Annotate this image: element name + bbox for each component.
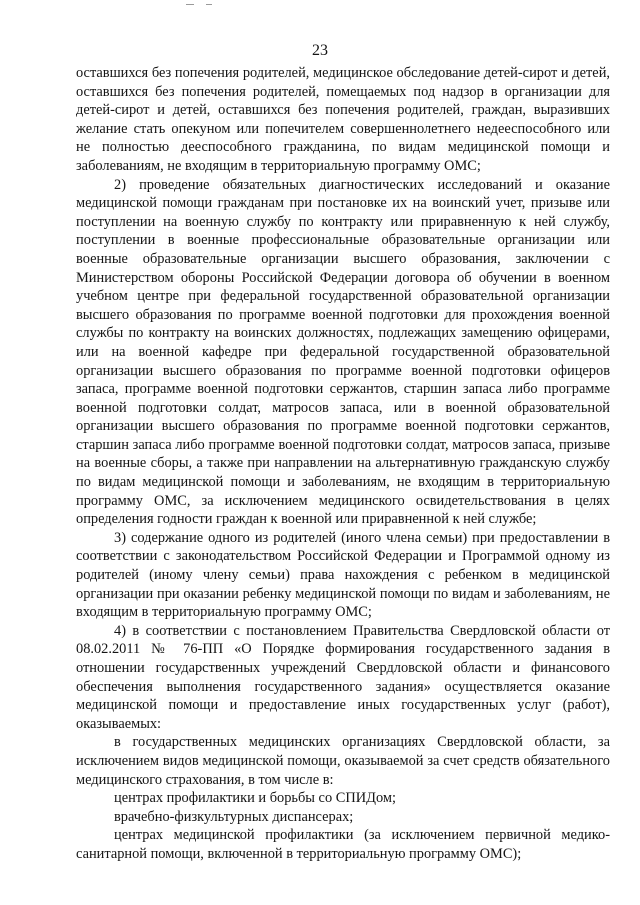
list-item-sports-dispensaries: врачебно-физкультурных диспансерах;	[114, 808, 354, 825]
document-body	[76, 64, 610, 864]
scan-artifact	[186, 4, 194, 5]
list-item-aids-centers: центрах профилактики и борьбы со СПИДом;	[114, 790, 396, 807]
paragraph-item-4: 4) в соответствии с постановлением Правительства Свердловской области от 08.02.2011 № 76-ПП «О Порядке формирования государственного задания в отношении государственных учреждений Свердловской области и финансового обеспечения выполнения государственного задания» осуществляется оказание медицинской помощи и предоставление иных государственных услуг (работ), оказываемых:	[76, 622, 610, 732]
paragraph-item-2: 2) проведение обязательных диагностических исследований и оказание медицинской помощи гражданам при постановке их на воинский учет, призыве или поступлении на военную службу по контракту или приравненную к ней службу, поступлении в военные профессиональные образовательные организации или военные образовательные организации высшего образования, заключении с Министерством обороны Российской Федерации договора об обучении в военном учебном центре при федеральной государственной образовательной организации высшего образования по программе военной подготовки для прохождения военной службы по контракту на воинских должностях, подлежащих замещению офицерами, или на военной кафедре при федеральной государственной образовательной организации высшего образования по программе военной подготовки офицеров запаса, программе военной подготовки сержантов, старшин запаса либо программе военной подготовки солдат, матросов запаса, или в военной образовательной организации высшего образования по программе военной подготовки сержантов, старшин запаса либо программе военной подготовки солдат, матросов запаса, призыве на военные сборы, а также при направлении на альтернативную гражданскую службу по видам медицинской помощи и заболеваниям, не входящим в территориальную программу ОМС, за исключением медицинского освидетельствования в целях определения годности граждан к военной или приравненной к ней службе;	[76, 176, 610, 528]
page-number: 23	[312, 42, 328, 59]
paragraph-continuation: оставшихся без попечения родителей, медицинское обследование детей-сирот и детей, оставшихся без попечения родителей, помещаемых под надзор в организации для детей-сирот и детей, оставшихся без попечения родителей, граждан, выразивших желание стать опекуном или попечителем совершеннолетнего недееспособного или не полностью дееспособного гражданина, по видам медицинской помощи и заболеваниям, не входящим в территориальную программу ОМС;	[76, 65, 610, 174]
paragraph-state-organizations: в государственных медицинских организациях Свердловской области, за исключением видов медицинской помощи, оказываемой за счет средств обязательного медицинского страхования, в том числе в:	[76, 734, 610, 788]
paragraph-item-3: 3) содержание одного из родителей (иного члена семьи) при предоставлении в соответствии с законодательством Российской Федерации и Программой одному из родителей (иному члену семьи) права нахождения с ребенком в медицинской организации при оказании ребенку медицинской помощи по видам и заболеваниям, не входящим в территориальную программу ОМС;	[76, 529, 610, 621]
list-item-prevention-centers: центрах медицинской профилактики (за исключением первичной медико-санитарной помощи, включенной в территориальную программу ОМС);	[76, 827, 610, 862]
scan-artifact	[206, 4, 212, 5]
